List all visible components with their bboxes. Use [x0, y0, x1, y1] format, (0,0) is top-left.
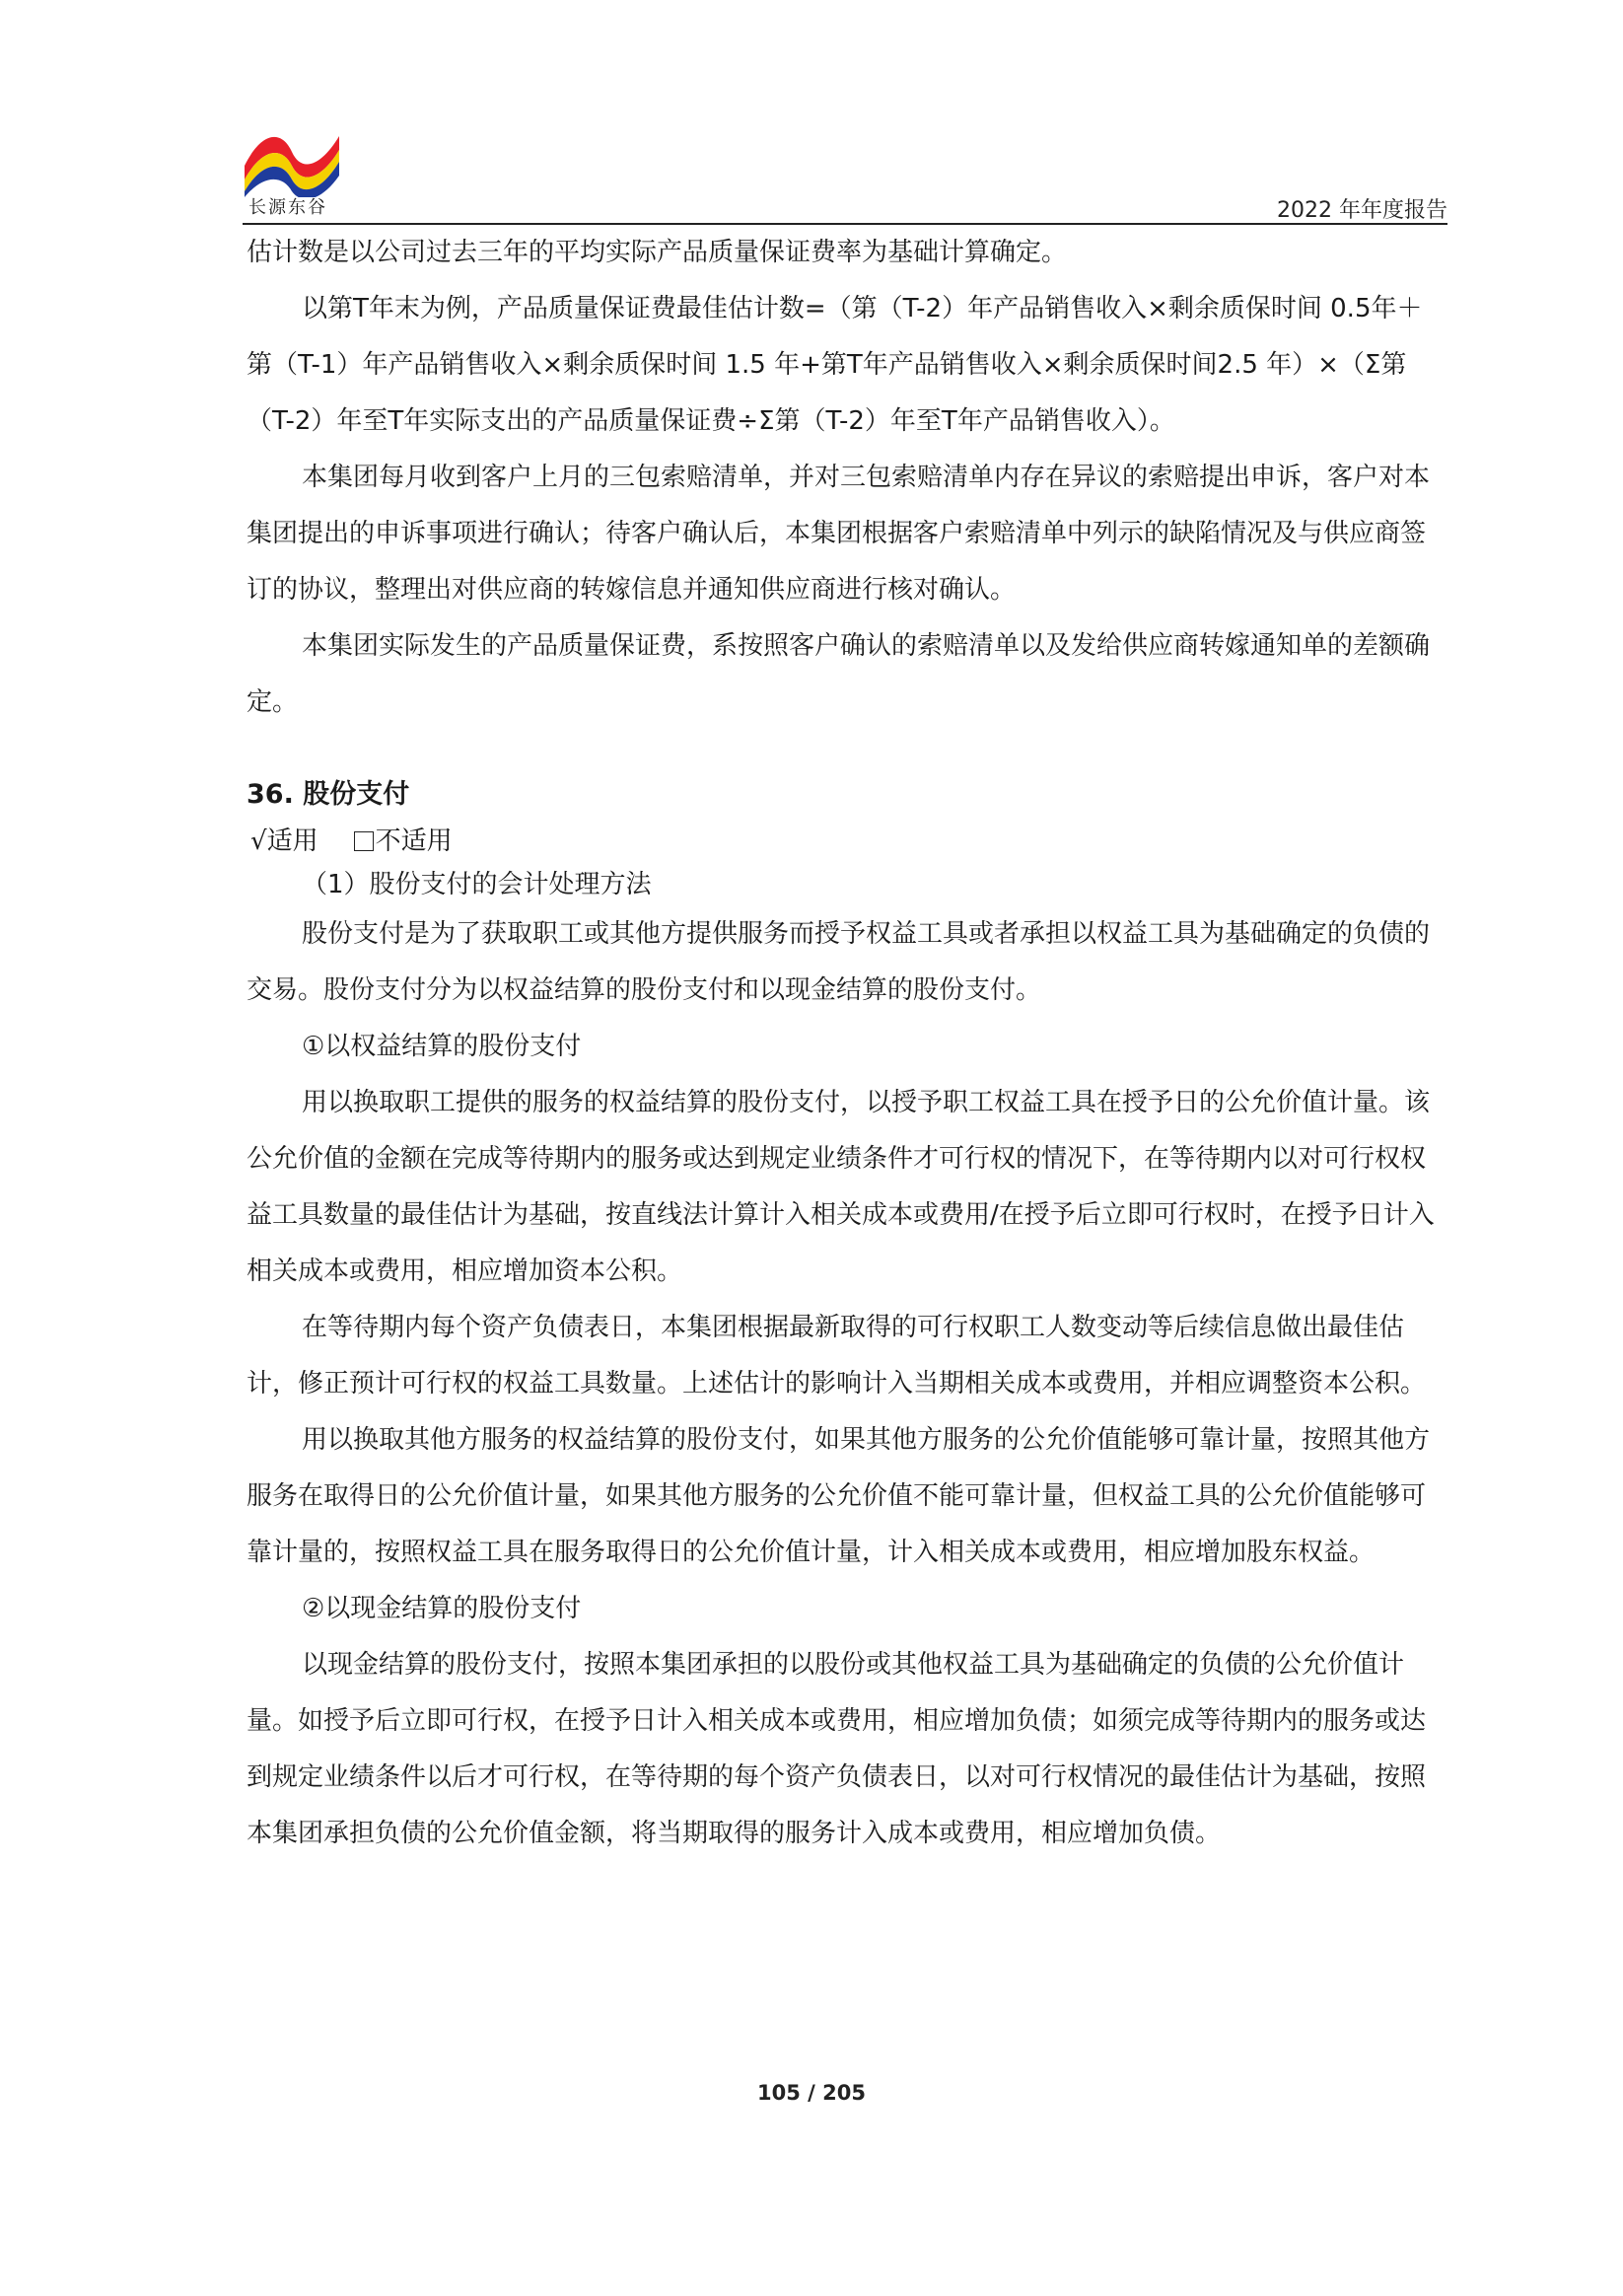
paragraph: 在等待期内每个资产负债表日，本集团根据最新取得的可行权职工人数变动等后续信息做出最佳估计，修正预计可行权的权益工具数量。上述估计的影响计入当期相关成本或费用，并相应调整资本公积。: [247, 1313, 1427, 1399]
report-title: 2022 年年度报告: [1277, 198, 1447, 223]
section-heading: 36. 股份支付: [247, 779, 410, 810]
subheading: ①以权益结算的股份支付: [302, 1032, 582, 1061]
paragraph: 股份支付是为了获取职工或其他方提供服务而授予权益工具或者承担以权益工具为基础确定的负债的交易。股份支付分为以权益结算的股份支付和以现金结算的股份支付。: [247, 919, 1431, 1005]
applicability-line: [247, 820, 1447, 863]
paragraph: 用以换取职工提供的服务的权益结算的股份支付，以授予职工权益工具在授予日的公允价值计量。该公允价值的金额在完成等待期内的服务或达到规定业绩条件才可行权的情况下，在等待期内以对可行权权益工具数量的最佳估计为基础，按直线法计算计入相关成本或费用/在授予后立即可行权时，在授予日计入相关成本或费用，相应增加资本公积。: [247, 1088, 1435, 1286]
document-body: [247, 225, 1447, 1862]
subheading: ②以现金结算的股份支付: [302, 1594, 582, 1623]
paragraph: 用以换取其他方服务的权益结算的股份支付，如果其他方服务的公允价值能够可靠计量，按照其他方服务在取得日的公允价值计量，如果其他方服务的公允价值不能可靠计量，但权益工具的公允价值能够可靠计量的，按照权益工具在服务取得日的公允价值计量，计入相关成本或费用，相应增加股东权益。: [247, 1425, 1431, 1567]
applicable-label: 适用: [266, 826, 318, 856]
paragraph: 以现金结算的股份支付，按照本集团承担的以股份或其他权益工具为基础确定的负债的公允价值计量。如授予后立即可行权，在授予日计入相关成本或费用，相应增加负债；如须完成等待期内的服务或达到规定业绩条件以后才可行权，在等待期的每个资产负债表日，以对可行权情况的最佳估计为基础，按照本集团承担负债的公允价值金额，将当期取得的服务计入成本或费用，相应增加负债。: [247, 1650, 1427, 1848]
not-applicable-label: 不适用: [375, 826, 453, 856]
page-number: 105 / 205: [757, 2081, 866, 2105]
check-mark-icon: √: [250, 826, 267, 856]
paragraph: 本集团实际发生的产品质量保证费，系按照客户确认的索赔清单以及发给供应商转嫁通知单的差额确定。: [247, 631, 1431, 717]
company-logo: [243, 126, 341, 197]
subsection-title: （1）股份支付的会计处理方法: [302, 870, 652, 899]
logo-text: 长源东谷: [248, 197, 327, 218]
paragraph: 本集团每月收到客户上月的三包索赔清单，并对三包索赔清单内存在异议的索赔提出申诉，客户对本集团提出的申诉事项进行确认；待客户确认后，本集团根据客户索赔清单中列示的缺陷情况及与供应商签订的协议，整理出对供应商的转嫁信息并通知供应商进行核对确认。: [247, 463, 1431, 605]
paragraph: 估计数是以公司过去三年的平均实际产品质量保证费率为基础计算确定。: [247, 238, 1068, 267]
checkbox-empty-icon: [354, 831, 374, 851]
paragraph: 以第T年末为例，产品质量保证费最佳估计数=（第（T-2）年产品销售收入×剩余质保时间 0.5年＋第（T-1）年产品销售收入×剩余质保时间 1.5 年+第T年产品销售收入×剩余质保时间2.5 年）×（Σ第（T-2）年至T年实际支出的产品质量保证费÷Σ第（T-2）年至T年产品销售收入）。: [247, 294, 1423, 436]
